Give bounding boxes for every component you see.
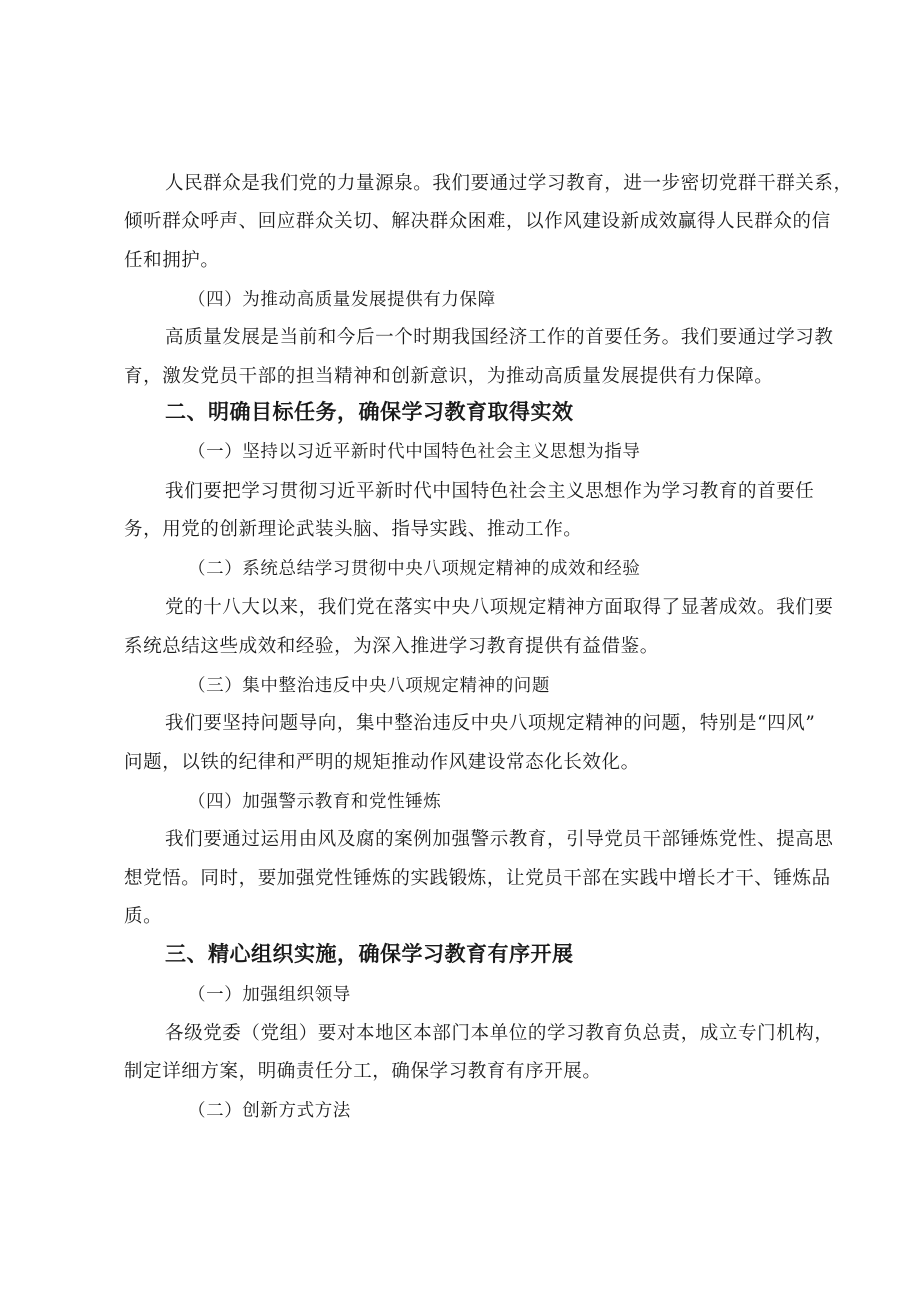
- paragraph-line: 各级党委（党组）要对本地区本部门本单位的学习教育负总责，成立专门机构，: [165, 1023, 834, 1044]
- paragraph-line: 问题，以铁的纪律和严明的规矩推动作风建设常态化长效化。: [124, 752, 640, 773]
- subsection-title: （二）系统总结学习贯彻中央八项规定精神的成效和经验: [188, 559, 641, 579]
- subsection-title: （一）坚持以习近平新时代中国特色社会主义思想为指导: [188, 442, 641, 462]
- paragraph-line: 任和拥护。: [124, 250, 220, 271]
- paragraph-line: 想党悟。同时，要加强党性锤炼的实践锻炼，让党员干部在实践中增长才干、锤炼品: [124, 868, 831, 889]
- paragraph-line: 务，用党的创新理论武装头脑、指导实践、推动工作。: [124, 519, 583, 540]
- subsection-title: （四）为推动高质量发展提供有力保障: [188, 290, 496, 310]
- subsection-title: （二）创新方式方法: [188, 1101, 351, 1121]
- paragraph-line: 我们要坚持问题导向，集中整治违反中央八项规定精神的问题，特别是“四风”: [165, 713, 816, 734]
- section-heading: 三、精心组织实施，确保学习教育有序开展: [165, 942, 574, 966]
- paragraph-line: 育，激发党员干部的担当精神和创新意识，为推动高质量发展提供有力保障。: [124, 366, 774, 387]
- paragraph-line: 质。: [124, 906, 163, 927]
- paragraph-line: 我们要把学习贯彻习近平新时代中国特色社会主义思想作为学习教育的首要任: [165, 481, 815, 502]
- section-heading: 二、明确目标任务，确保学习教育取得实效: [165, 400, 574, 424]
- subsection-title: （四）加强警示教育和党性锤炼: [188, 792, 442, 812]
- paragraph-line: 我们要通过运用由风及腐的案例加强警示教育，引导党员干部锤炼党性、提高思: [165, 829, 834, 850]
- paragraph-line: 高质量发展是当前和今后一个时期我国经济工作的首要任务。我们要通过学习教: [165, 327, 834, 348]
- paragraph-line: 党的十八大以来，我们党在落实中央八项规定精神方面取得了显著成效。我们要: [165, 597, 834, 618]
- paragraph-line: 制定详细方案，明确责任分工，确保学习教育有序开展。: [124, 1061, 602, 1082]
- paragraph-line: 倾听群众呼声、回应群众关切、解决群众困难，以作风建设新成效赢得人民群众的信: [124, 211, 831, 232]
- subsection-title: （一）加强组织领导: [188, 985, 351, 1005]
- paragraph-line: 系统总结这些成效和经验，为深入推进学习教育提供有益借鉴。: [124, 636, 659, 657]
- subsection-title: （三）集中整治违反中央八项规定精神的问题: [188, 676, 550, 696]
- paragraph-line: 人民群众是我们党的力量源泉。我们要通过学习教育，进一步密切党群干群关系，: [165, 173, 853, 194]
